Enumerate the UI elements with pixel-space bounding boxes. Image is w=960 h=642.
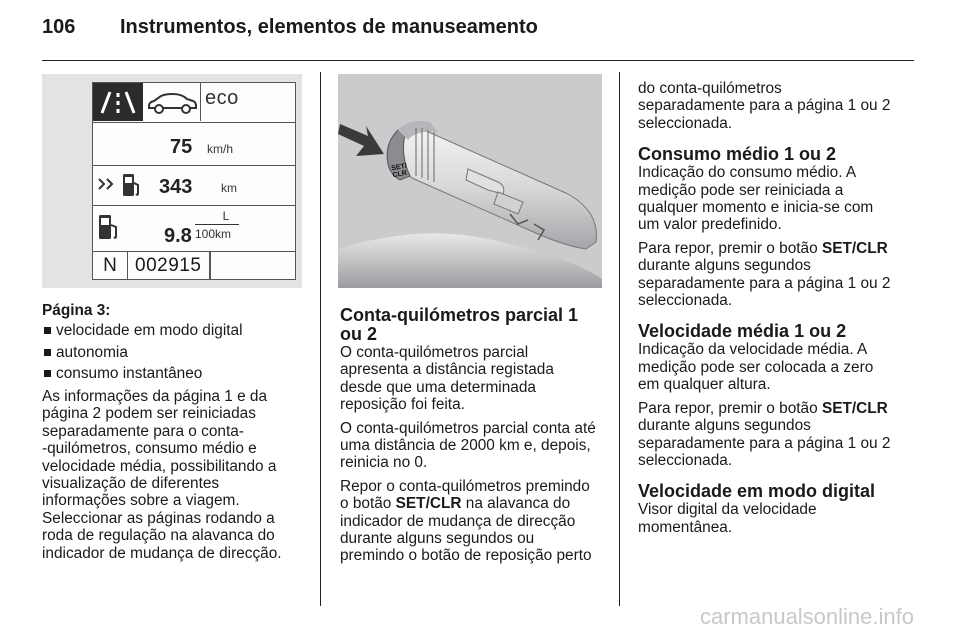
section-heading: Velocidade em modo digital	[638, 481, 876, 502]
bullet-square-icon	[44, 327, 51, 334]
paragraph	[638, 400, 914, 470]
paragraph	[340, 420, 610, 472]
page3-list	[42, 320, 308, 385]
text-line: durante alguns segundos	[638, 257, 811, 275]
paragraph	[42, 388, 308, 562]
speed-unit: km/h	[207, 142, 234, 156]
text-line: separadamente para o conta-	[42, 422, 244, 440]
text-line: indicador de mudança de direcção	[340, 512, 576, 530]
text-line: medição pode ser reiniciada a	[638, 181, 844, 199]
text-line: roda de regulação na alavanca do	[42, 527, 275, 545]
list-item-text: consumo instantâneo	[56, 365, 203, 383]
section-heading: Velocidade média 1 ou 2	[638, 321, 847, 342]
text-line: separadamente para a página 1 ou 2	[638, 97, 891, 115]
section-heading: Consumo médio 1 ou 2	[638, 144, 837, 165]
text-line: -quilómetros, consumo médio e	[42, 440, 257, 458]
text-line: durante alguns segundos	[638, 417, 811, 435]
text-fragment: Para repor, premir o botão	[638, 399, 822, 417]
column-divider	[320, 72, 321, 606]
column-2	[340, 306, 610, 565]
set-clr-keyword: SET/CLR	[821, 399, 888, 417]
text-line: durante alguns segundos ou	[340, 530, 535, 548]
text-line: página 2 podem ser reiniciadas	[42, 405, 256, 423]
text-line: do conta-quilómetros	[638, 80, 782, 97]
text-line: desde que uma determinada	[340, 378, 536, 396]
consumption-unit-bottom: 100km	[195, 227, 232, 241]
text-line: momentânea.	[638, 518, 733, 536]
consumption-row	[93, 206, 295, 252]
heading-line: ou 2	[340, 324, 378, 344]
text-fragment: o botão	[340, 495, 396, 513]
text-line: medição pode ser colocada a zero	[638, 358, 874, 376]
paragraph	[638, 240, 914, 310]
text-line: velocidade média, possibilitando a	[42, 457, 277, 475]
page3-intro: Página 3:	[42, 302, 111, 319]
range-unit: km	[221, 181, 237, 195]
consumption-value: 9.8	[164, 225, 192, 247]
paragraph	[638, 501, 914, 536]
text-line: separadamente para a página 1 ou 2	[638, 274, 891, 292]
text-line: informações sobre a viagem.	[42, 492, 240, 510]
text-line: Visor digital da velocidade	[638, 501, 817, 519]
fuel-pump-icon	[121, 171, 141, 204]
clr-label: CLR	[392, 169, 408, 180]
paragraph	[340, 344, 610, 414]
speed-row	[93, 123, 295, 166]
text-fragment: na alavanca do	[461, 495, 571, 513]
paragraph	[638, 80, 914, 132]
list-item-text: velocidade em modo digital	[56, 322, 243, 340]
paragraph	[638, 164, 914, 234]
text-line: em qualquer altura.	[638, 376, 771, 394]
text-line: seleccionada.	[638, 114, 733, 132]
column-3	[638, 80, 914, 542]
display-tab-row	[93, 83, 295, 123]
odometer-row	[93, 252, 295, 279]
gear-indicator: N	[93, 252, 128, 279]
cell-divider	[209, 252, 211, 279]
fuel-pump-icon	[97, 212, 119, 247]
text-line: reposição foi feita.	[340, 396, 465, 414]
turn-signal-lever-figure	[338, 74, 602, 288]
list-item-text: autonomia	[56, 343, 128, 361]
double-chevron-icon	[97, 176, 117, 197]
bullet-square-icon	[44, 349, 51, 356]
text-line: visualização de diferentes	[42, 474, 220, 492]
text-line: apresenta a distância registada	[340, 361, 554, 379]
bullet-square-icon	[44, 370, 51, 377]
text-line: Indicação do consumo médio. A	[638, 164, 857, 182]
list-item	[42, 320, 308, 342]
section-heading	[340, 306, 610, 344]
header-rule	[42, 60, 914, 61]
text-line: seleccionada.	[638, 292, 733, 310]
text-line: O conta-quilómetros parcial	[340, 344, 529, 361]
text-fragment: Para repor, premir o botão	[638, 239, 822, 257]
fraction-bar	[195, 224, 239, 225]
consumption-unit-top: L	[222, 209, 230, 223]
set-clr-keyword: SET/CLR	[821, 239, 888, 257]
list-item	[42, 342, 308, 364]
text-line: reinicia no 0.	[340, 454, 428, 472]
range-row	[93, 166, 295, 206]
display-panel	[92, 82, 296, 280]
eco-label: eco	[205, 87, 239, 109]
odometer-value: 002915	[135, 255, 202, 276]
list-item	[42, 363, 308, 385]
speed-value: 75	[170, 136, 193, 158]
heading-line: Conta-quilómetros parcial 1	[340, 305, 579, 325]
page-header	[42, 16, 538, 39]
text-line: um valor predefinido.	[638, 216, 782, 234]
lane-assist-icon	[93, 83, 143, 121]
column-1	[42, 302, 308, 562]
set-clr-keyword: SET/CLR	[395, 495, 462, 513]
watermark: carmanualsonline.info	[699, 604, 914, 629]
text-line: Indicação da velocidade média. A	[638, 341, 868, 359]
text-line: seleccionada.	[638, 451, 733, 469]
text-line: O conta-quilómetros parcial conta até	[340, 419, 596, 437]
driver-info-display-figure	[42, 74, 302, 288]
text-line: indicador de mudança de direcção.	[42, 544, 282, 562]
text-line: Repor o conta-quilómetros premindo	[340, 477, 590, 495]
column-divider	[619, 72, 620, 606]
range-value: 343	[159, 176, 193, 198]
paragraph	[340, 478, 610, 565]
car-icon	[143, 83, 201, 121]
paragraph	[638, 341, 914, 393]
set-clr-button-label	[391, 163, 409, 179]
set-label: SET/	[390, 162, 408, 173]
text-line: qualquer momento e inicia-se com	[638, 199, 874, 217]
page-title: Instrumentos, elementos de manuseamento	[120, 16, 538, 38]
text-line: premindo o botão de reposição perto	[340, 547, 592, 565]
text-line: Seleccionar as páginas rodando a	[42, 509, 275, 527]
page-number: 106	[42, 16, 76, 38]
text-line: As informações da página 1 e da	[42, 387, 268, 405]
text-line: separadamente para a página 1 ou 2	[638, 434, 891, 452]
text-line: uma distância de 2000 km e, depois,	[340, 437, 591, 455]
